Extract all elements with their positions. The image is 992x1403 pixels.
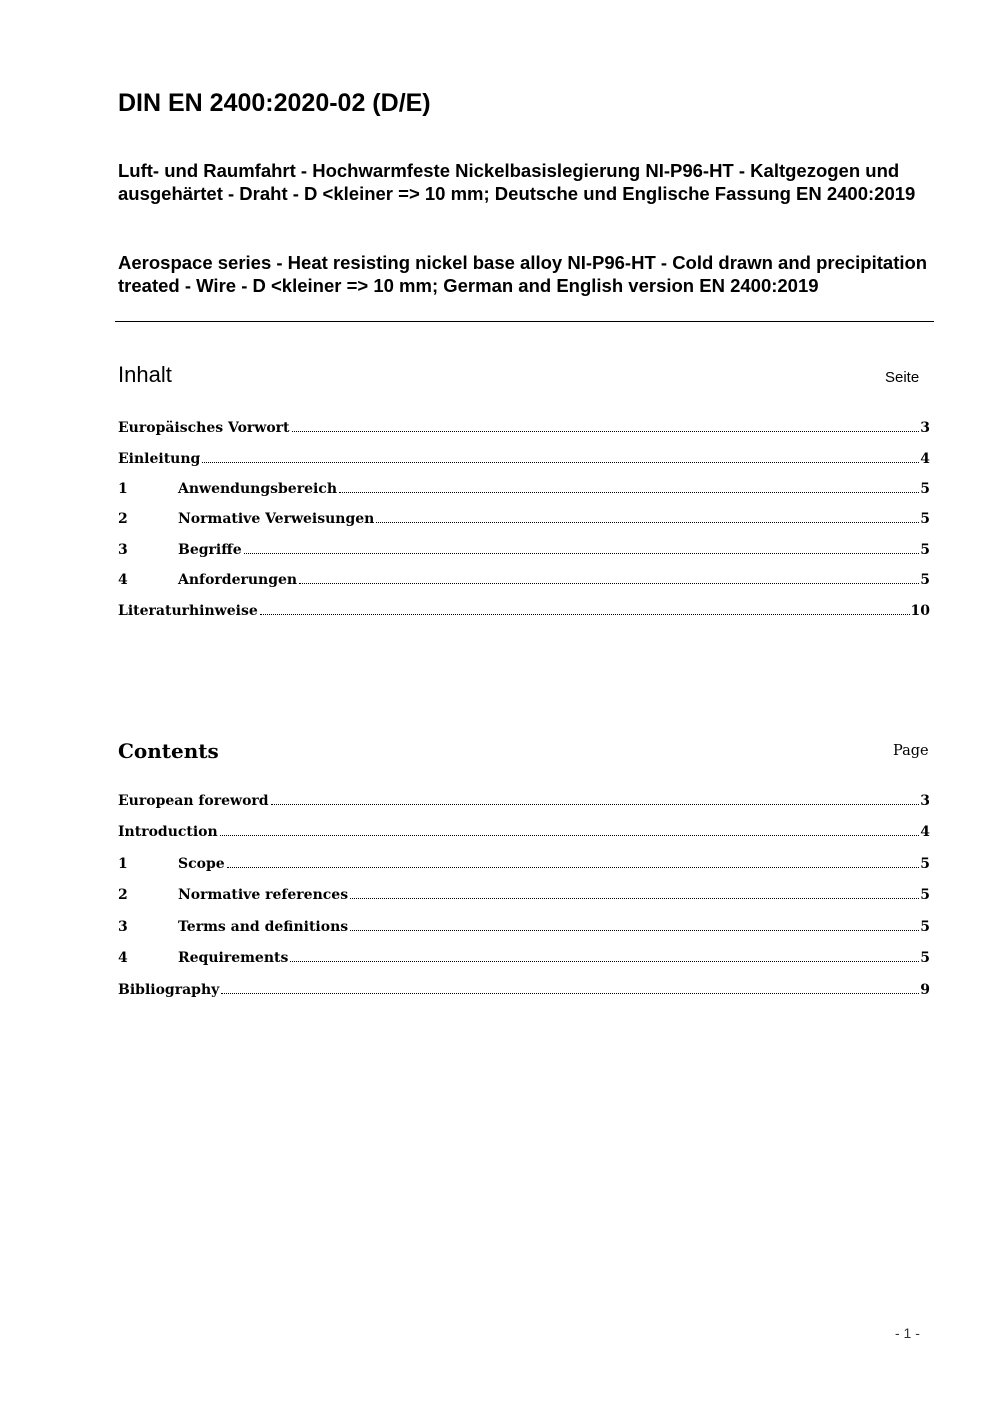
toc-entry-page: 3 [920,793,930,809]
toc-leader [220,835,920,836]
toc-leader [271,804,920,805]
toc-entry-page: 5 [920,542,930,558]
toc-entry-title: European foreword [118,793,269,809]
toc-entry-page: 10 [910,603,930,619]
toc-leader [292,431,920,432]
document-number: DIN EN 2400:2020-02 (D/E) [118,89,431,117]
toc-entry-number: 3 [118,919,128,935]
toc-entry-title: Einleitung [118,451,201,467]
toc-entry-page: 5 [920,511,930,527]
toc-entry[interactable] [118,918,930,936]
toc-page-label-seite: Seite [885,369,920,386]
toc-entry[interactable] [118,855,930,873]
toc-entry-title: Scope [178,856,225,872]
toc-entry-title: Terms and definitions [178,919,349,935]
title-divider [115,321,934,322]
toc-leader [290,961,919,962]
toc-entry-page: 5 [920,572,930,588]
toc-entry-title: Requirements [178,950,289,966]
toc-entry-page: 5 [920,887,930,903]
toc-leader [221,993,919,994]
toc-entry-number: 2 [118,887,128,903]
toc-entry-page: 3 [920,420,930,436]
toc-leader [350,930,919,931]
toc-entry-title: Anwendungsbereich [178,481,337,497]
toc-entry[interactable] [118,792,930,810]
toc-leader [202,462,919,463]
toc-entry-page: 5 [920,919,930,935]
title-english: Aerospace series - Heat resisting nickel base alloy NI-P96-HT - Cold drawn and precipitation treated - Wire - D <kleiner => 10 mm; German and English version EN 2400:2019 [118,252,928,296]
toc-entry-page: 9 [920,982,930,998]
toc-entry-number: 4 [118,572,128,588]
toc-entry-page: 5 [920,950,930,966]
toc-entry[interactable] [118,823,930,841]
toc-entry-title: Europäisches Vorwort [118,420,290,436]
toc-leader [339,492,919,493]
title-german: Luft- und Raumfahrt - Hochwarmfeste Nickelbasislegierung NI-P96-HT - Kaltgezogen und ausgehärtet - Draht - D <kleiner => 10 mm; Deutsche und Englische Fassung EN 2400:2019 [118,160,916,204]
toc-entry-title: Introduction [118,824,218,840]
toc-entry[interactable] [118,510,930,528]
toc-entry-number: 3 [118,542,128,558]
toc-entry-title: Bibliography [118,982,220,998]
toc-leader [227,867,920,868]
toc-entry-number: 4 [118,950,128,966]
toc-leader [350,898,919,899]
toc-entry[interactable] [118,886,930,904]
footer-page-number: - 1 - [895,1325,920,1341]
toc-entry[interactable] [118,450,930,468]
toc-entry-title: Begriffe [178,542,242,558]
toc-entry-page: 4 [920,451,930,467]
toc-entry[interactable] [118,981,930,999]
toc-entry-title: Anforderungen [178,572,298,588]
toc-heading-inhalt: Inhalt [118,362,172,387]
toc-entry[interactable] [118,602,930,620]
toc-leader [299,583,919,584]
toc-leader [260,614,910,615]
toc-entry[interactable] [118,419,930,437]
toc-leader [376,522,919,523]
toc-entry-page: 5 [920,481,930,497]
toc-entry[interactable] [118,571,930,589]
toc-entry-page: 4 [920,824,930,840]
toc-entry-title: Normative references [178,887,349,903]
toc-leader [244,553,920,554]
toc-entry-number: 1 [118,481,128,497]
toc-entry-number: 2 [118,511,128,527]
toc-heading-contents: Contents [118,739,219,763]
toc-page-label-page: Page [893,743,929,759]
toc-entry-number: 1 [118,856,128,872]
toc-entry[interactable] [118,541,930,559]
toc-entry-page: 5 [920,856,930,872]
toc-entry-title: Normative Verweisungen [178,511,375,527]
toc-entry-title: Literaturhinweise [118,603,258,619]
toc-entry[interactable] [118,949,930,967]
toc-entry[interactable] [118,480,930,498]
